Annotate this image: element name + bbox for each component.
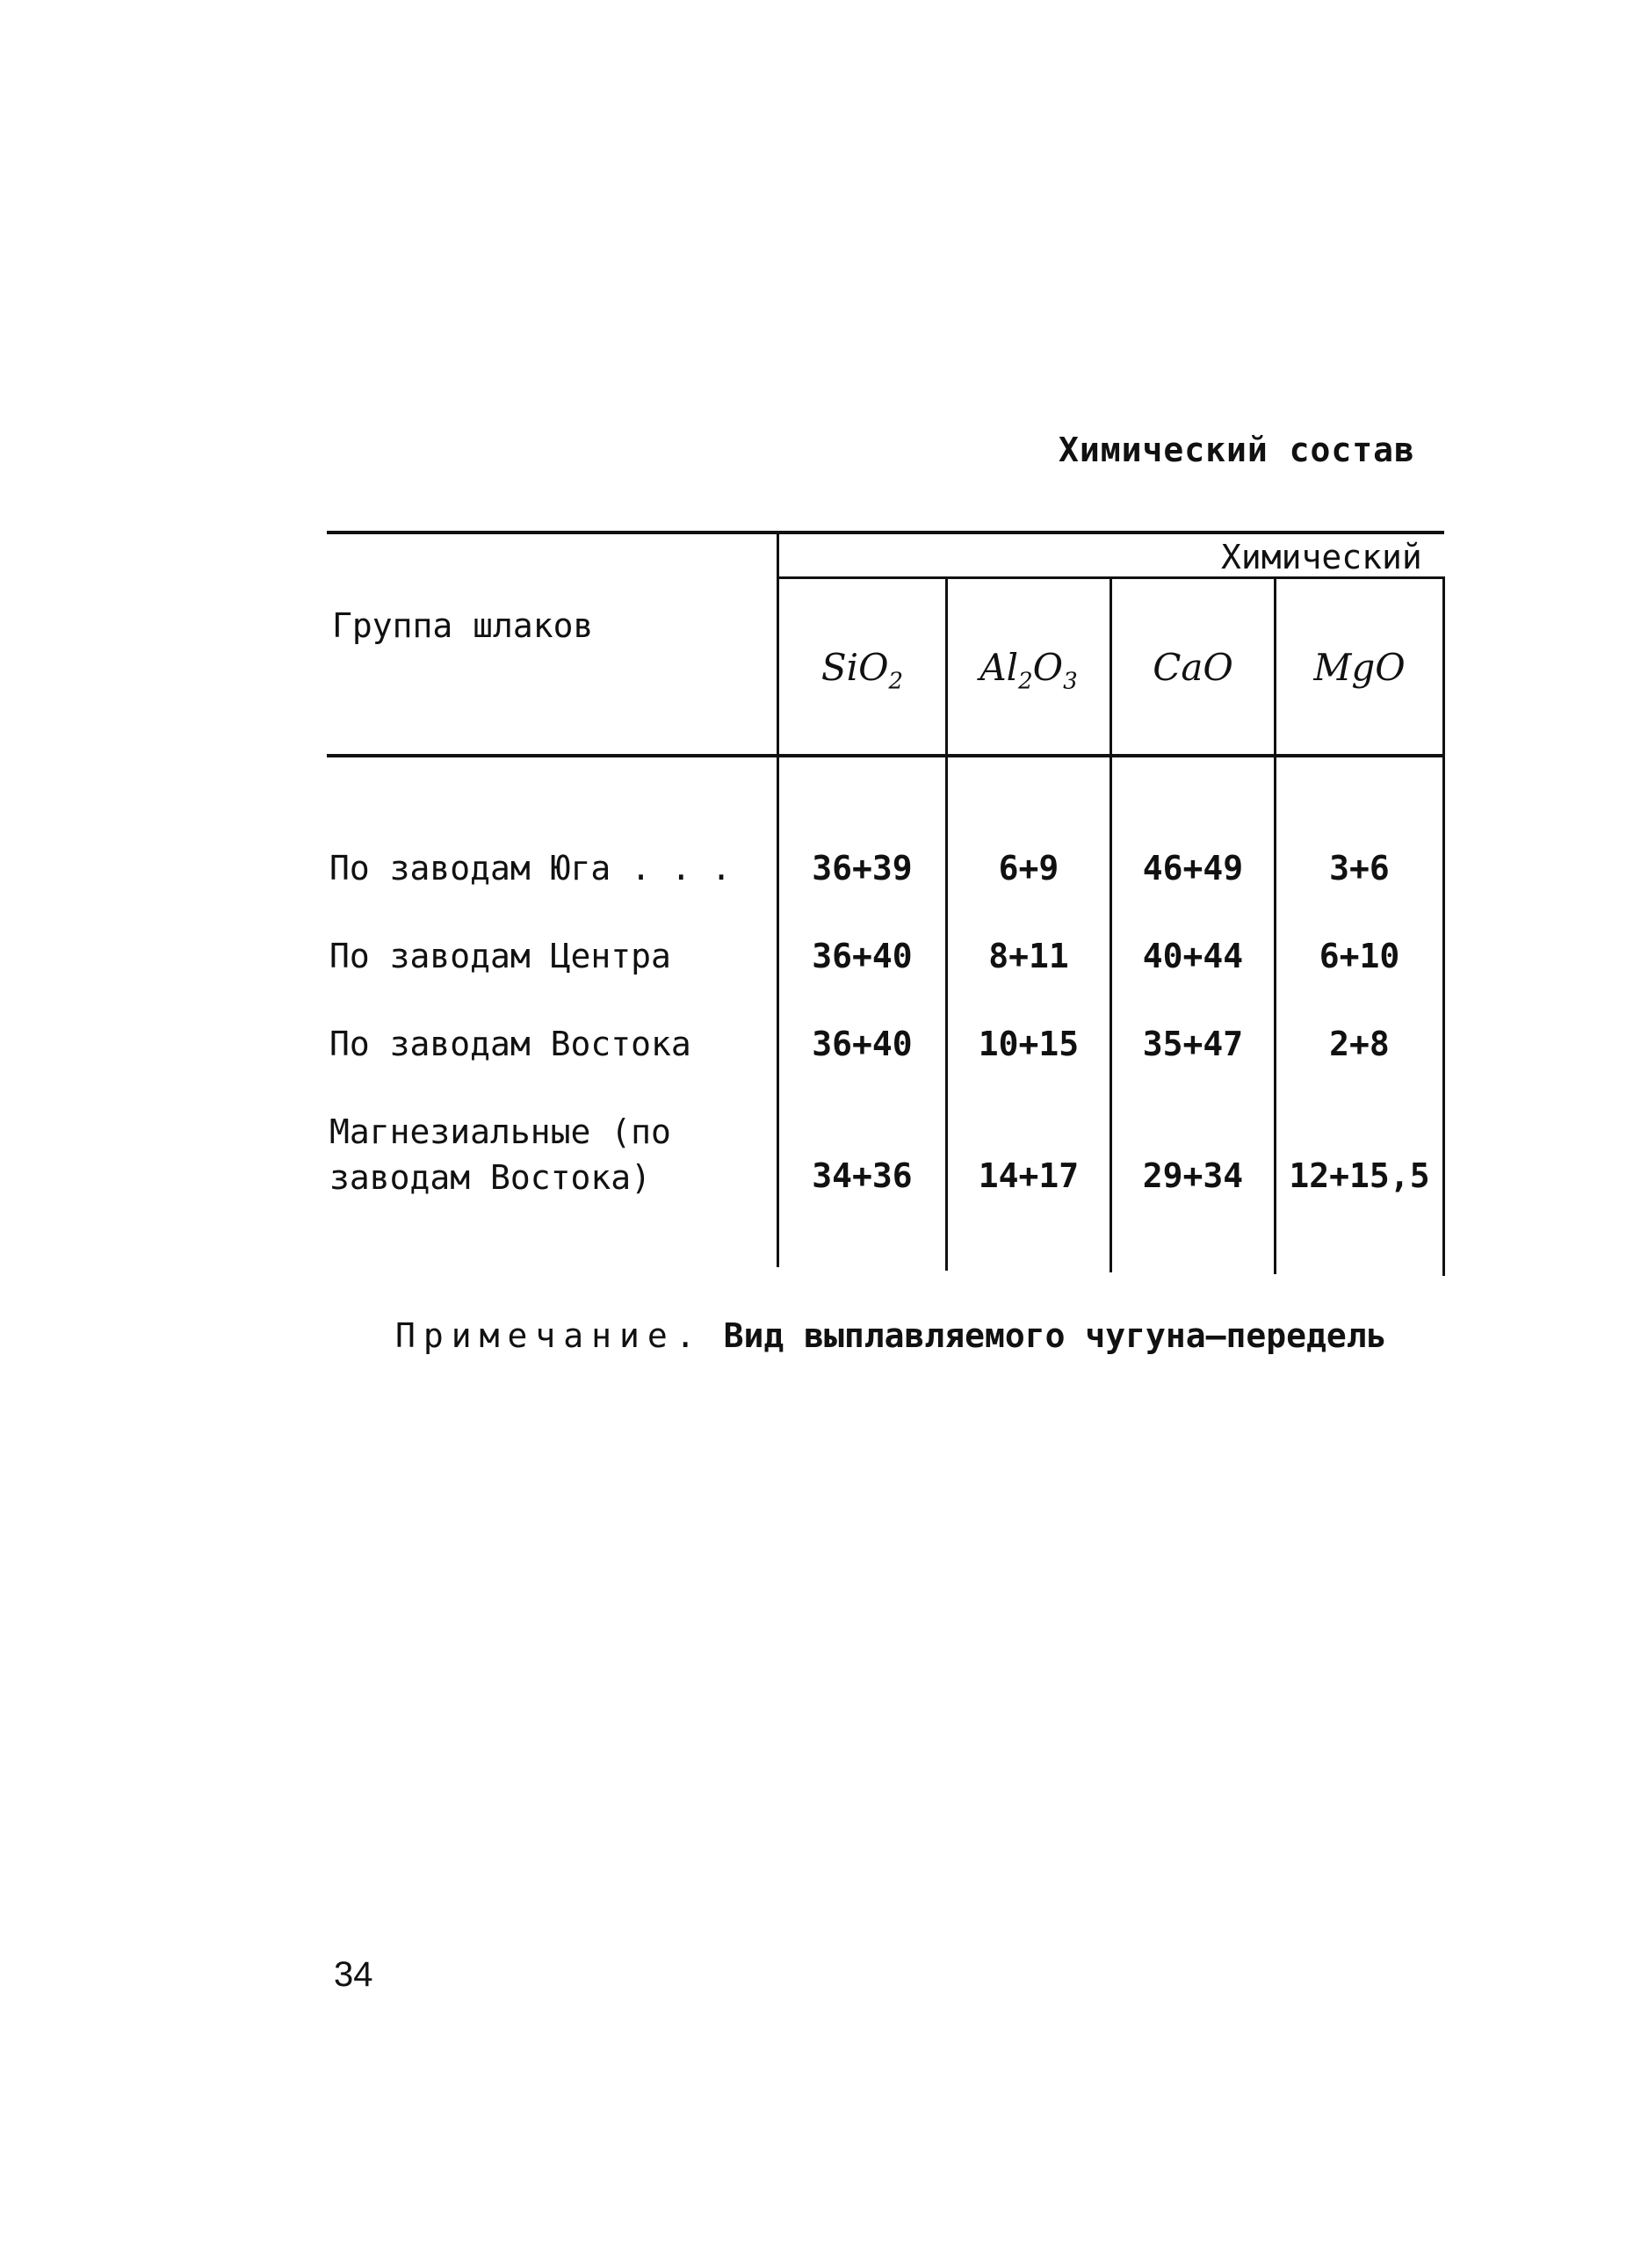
note-text: Вид выплавляемого чугуна–передель bbox=[723, 1316, 1387, 1355]
row-label-south: По заводам Юга . . . bbox=[329, 849, 732, 888]
row-label-east: По заводам Востока bbox=[329, 1025, 691, 1063]
column-header-sio2: SiO$_2$ bbox=[820, 646, 904, 695]
row-label-line: заводам Востока) bbox=[329, 1158, 652, 1197]
column-header-cao: CaO bbox=[1153, 646, 1233, 689]
group-column-header: Группа шлаков bbox=[332, 606, 594, 645]
column-header-mgo: MgO bbox=[1313, 646, 1406, 689]
table-cell: 46+49 bbox=[1142, 849, 1244, 888]
table-cell: 2+8 bbox=[1329, 1025, 1390, 1063]
page-title: Химический состав bbox=[1059, 431, 1415, 469]
table-cell: 3+6 bbox=[1329, 849, 1390, 888]
table-cell: 6+10 bbox=[1319, 937, 1400, 975]
table-cell: 6+9 bbox=[998, 849, 1059, 888]
note-prefix: Примечание. bbox=[395, 1316, 704, 1355]
column-header-al2o3: $Al_2O_3$ bbox=[979, 646, 1078, 695]
row-label-line: Магнезиальные (по bbox=[329, 1112, 671, 1151]
table-note bbox=[395, 1316, 1387, 1355]
table-cell: 34+36 bbox=[812, 1156, 913, 1195]
page-number: 34 bbox=[334, 1955, 373, 1994]
table-top-rule bbox=[327, 531, 1444, 534]
column-divider-5 bbox=[1442, 576, 1445, 1276]
table-cell: 14+17 bbox=[978, 1156, 1080, 1195]
table-cell: 12+15,5 bbox=[1289, 1156, 1430, 1195]
table-cell: 36+40 bbox=[812, 1025, 913, 1063]
table-cell: 40+44 bbox=[1142, 937, 1244, 975]
table-cell: 36+39 bbox=[812, 849, 913, 888]
table-cell: 29+34 bbox=[1142, 1156, 1244, 1195]
chemical-column-header: Химический bbox=[1221, 538, 1422, 576]
table-cell: 10+15 bbox=[978, 1025, 1080, 1063]
table-cell: 36+40 bbox=[812, 937, 913, 975]
row-label-magnesian bbox=[329, 1109, 671, 1200]
table-cell: 8+11 bbox=[988, 937, 1069, 975]
header-bottom-rule bbox=[327, 754, 1444, 757]
table-cell: 35+47 bbox=[1142, 1025, 1244, 1063]
row-label-center: По заводам Центра bbox=[329, 937, 671, 975]
